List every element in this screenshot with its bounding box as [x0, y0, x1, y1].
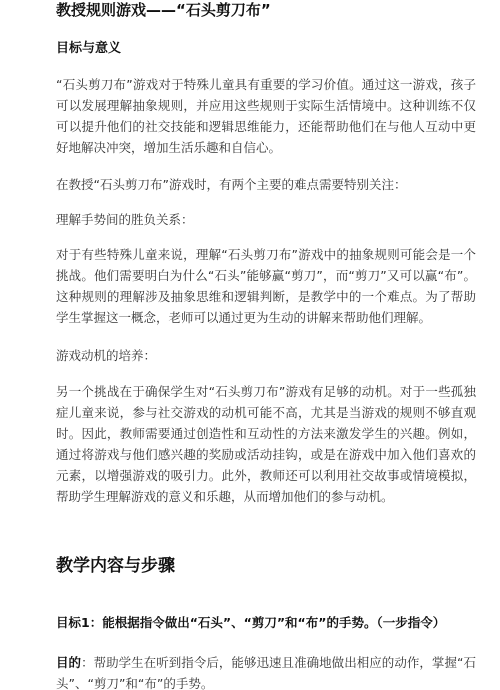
purpose-paragraph: [56, 652, 476, 690]
document-title: 教授规则游戏——“石头剪刀布”: [56, 1, 271, 19]
purpose-text: ：帮助学生在听到指令后，能够迅速且准确地做出相应的动作，掌握“石头”、“剪刀”和“布”的手势。: [56, 655, 476, 690]
goal-1: 目标1：能根据指令做出“石头”、“剪刀”和“布”的手势。（一步指令）: [56, 615, 446, 630]
paragraph-value: “石头剪刀布”游戏对于特殊儿童具有重要的学习价值。通过这一游戏，孩子可以发展理解抽象规则，并应用这些规则于实际生活情境中。这种训练不仅可以提升他们的社交技能和逻辑思维能力，还能帮助他们在与他人互动中更好地解决冲突，增加生活乐趣和自信心。: [56, 77, 476, 155]
paragraph-motivation-explanation: 另一个挑战在于确保学生对“石头剪刀布”游戏有足够的动机。对于一些孤独症儿童来说，参与社交游戏的动机可能不高，尤其是当游戏的规则不够直观时。因此，教师需要通过创造性和互动性的方法来激发学生的兴趣。例如，通过将游戏与他们感兴趣的奖励或活动挂钩，或是在游戏中加入他们喜欢的元素，以增强游戏的吸引力。此外，教师还可以利用社交故事或情境模拟，帮助学生理解游戏的意义和乐趣，从而增加他们的参与动机。: [56, 384, 476, 504]
difficulty-heading-motivation: 游戏动机的培养：: [56, 348, 157, 363]
difficulty-heading-rules: 理解手势间的胜负关系：: [56, 212, 194, 227]
purpose-label: 目的: [56, 655, 82, 670]
paragraph-difficulties-intro: 在教授“石头剪刀布”游戏时，有两个主要的难点需要特别关注：: [56, 177, 407, 192]
section-heading-goals: 目标与意义: [56, 41, 122, 56]
paragraph-rules-explanation: 对于有些特殊儿童来说，理解“石头剪刀布”游戏中的抽象规则可能会是一个挑战。他们需要明白为什么“石头”能够赢“剪刀”，而“剪刀”又可以赢“布”。这种规则的理解涉及抽象思维和逻辑判断，是教学中的一个难点。为了帮助学生掌握这一概念，老师可以通过更为生动的讲解来帮助他们理解。: [56, 247, 476, 325]
section-heading-content-steps: 教学内容与步骤: [56, 556, 175, 576]
